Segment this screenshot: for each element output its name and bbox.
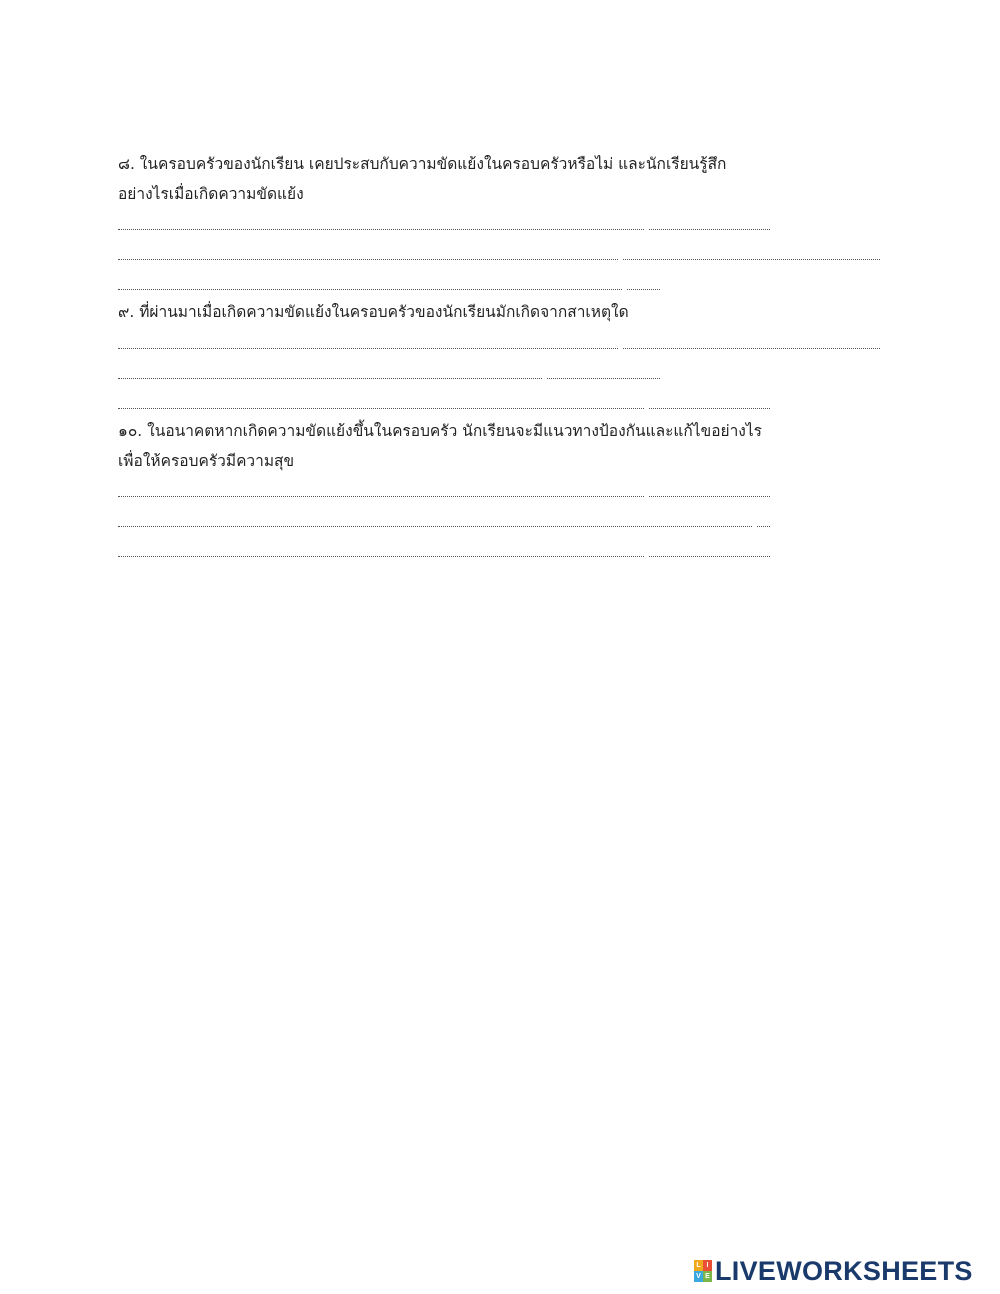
liveworksheets-logo-mark-icon: L I V E (694, 1260, 712, 1282)
liveworksheets-logo (694, 1255, 973, 1286)
question-8-line-1: ๘. ในครอบครัวของนักเรียน เคยประสบกับความขัดแย้งในครอบครัวหรือไม่ และนักเรียนรู้สึก (118, 155, 727, 173)
answer-9-line-3[interactable] (118, 393, 770, 411)
answer-8-line-2[interactable] (118, 244, 880, 262)
answer-10-line-2[interactable] (118, 511, 770, 529)
question-8-line-2: อย่างไรเมื่อเกิดความขัดแย้ง (118, 185, 304, 203)
answer-8-line-1[interactable] (118, 214, 770, 232)
question-10-line-1: ๑๐. ในอนาคตหากเกิดความขัดแย้งขึ้นในครอบครัว นักเรียนจะมีแนวทางป้องกันและแก้ไขอย่างไร (118, 422, 762, 440)
question-9-line-1: ๙. ที่ผ่านมาเมื่อเกิดความขัดแย้งในครอบครัวของนักเรียนมักเกิดจากสาเหตุใด (118, 303, 629, 321)
answer-9-line-1[interactable] (118, 333, 880, 351)
answer-10-line-3[interactable] (118, 541, 770, 559)
liveworksheets-logo-text: LIVEWORKSHEETS (715, 1255, 973, 1286)
question-10-line-2: เพื่อให้ครอบครัวมีความสุข (118, 452, 295, 470)
answer-10-line-1[interactable] (118, 481, 770, 499)
answer-8-line-3[interactable] (118, 274, 660, 292)
answer-9-line-2[interactable] (118, 363, 660, 381)
